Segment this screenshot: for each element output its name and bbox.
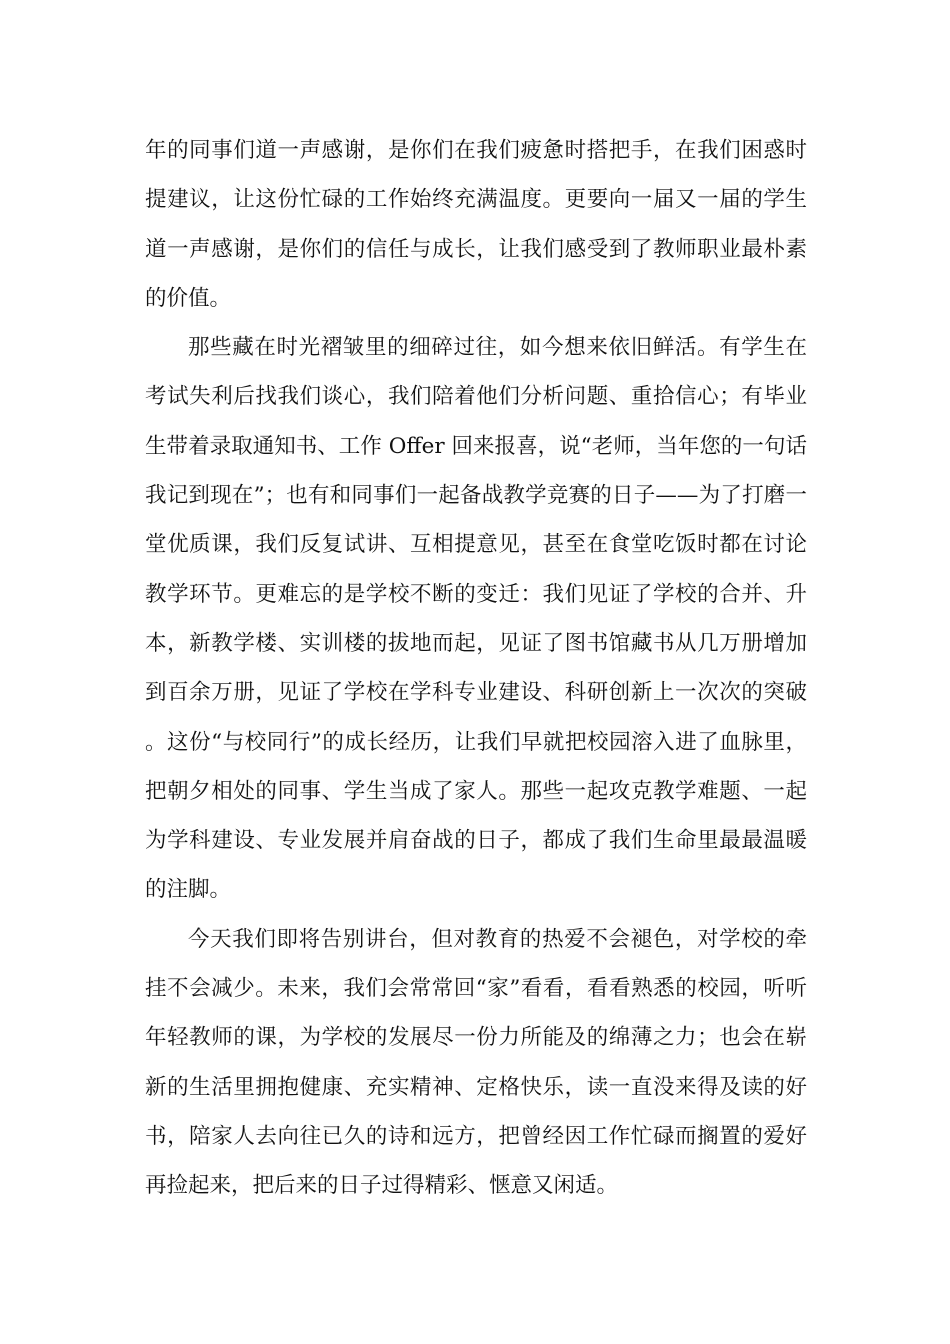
document-body <box>145 126 807 1211</box>
paragraph-continuation: 年的同事们道一声感谢，是你们在我们疲惫时搭把手，在我们困惑时提建议，让这份忙碌的工作始终充满温度。更要向一届又一届的学生道一声感谢，是你们的信任与成长，让我们感受到了教师职业最朴素的价值。 <box>145 138 807 311</box>
paragraph-memories: 那些藏在时光褶皱里的细碎过往，如今想来依旧鲜活。有学生在考试失利后找我们谈心，我们陪着他们分析问题、重拾信心；有毕业生带着录取通知书、工作 Offer 回来报喜，说“老师，当年您的一句话我记到现在”；也有和同事们一起备战教学竞赛的日子——为了打磨一堂优质课，我们反复试讲、互相提意见，甚至在食堂吃饭时都在讨论教学环节。更难忘的是学校不断的变迁：我们见证了学校的合并、升本，新教学楼、实训楼的拔地而起，见证了图书馆藏书从几万册增加到百余万册，见证了学校在学科专业建设、科研创新上一次次的突破。这份“与校同行”的成长经历，让我们早就把校园溶入进了血脉里，把朝夕相处的同事、学生当成了家人。那些一起攻克教学难题、一起为学科建设、专业发展并肩奋战的日子，都成了我们生命里最最温暖的注脚。 <box>145 335 807 903</box>
paragraph-farewell: 今天我们即将告别讲台，但对教育的热爱不会褪色，对学校的牵挂不会减少。未来，我们会常常回“家”看看，看看熟悉的校园，听听年轻教师的课，为学校的发展尽一份力所能及的绵薄之力；也会在崭新的生活里拥抱健康、充实精神、定格快乐，读一直没来得及读的好书，陪家人去向往已久的诗和远方，把曾经因工作忙碌而搁置的爱好再捡起来，把后来的日子过得精彩、惬意又闲适。 <box>145 926 807 1199</box>
